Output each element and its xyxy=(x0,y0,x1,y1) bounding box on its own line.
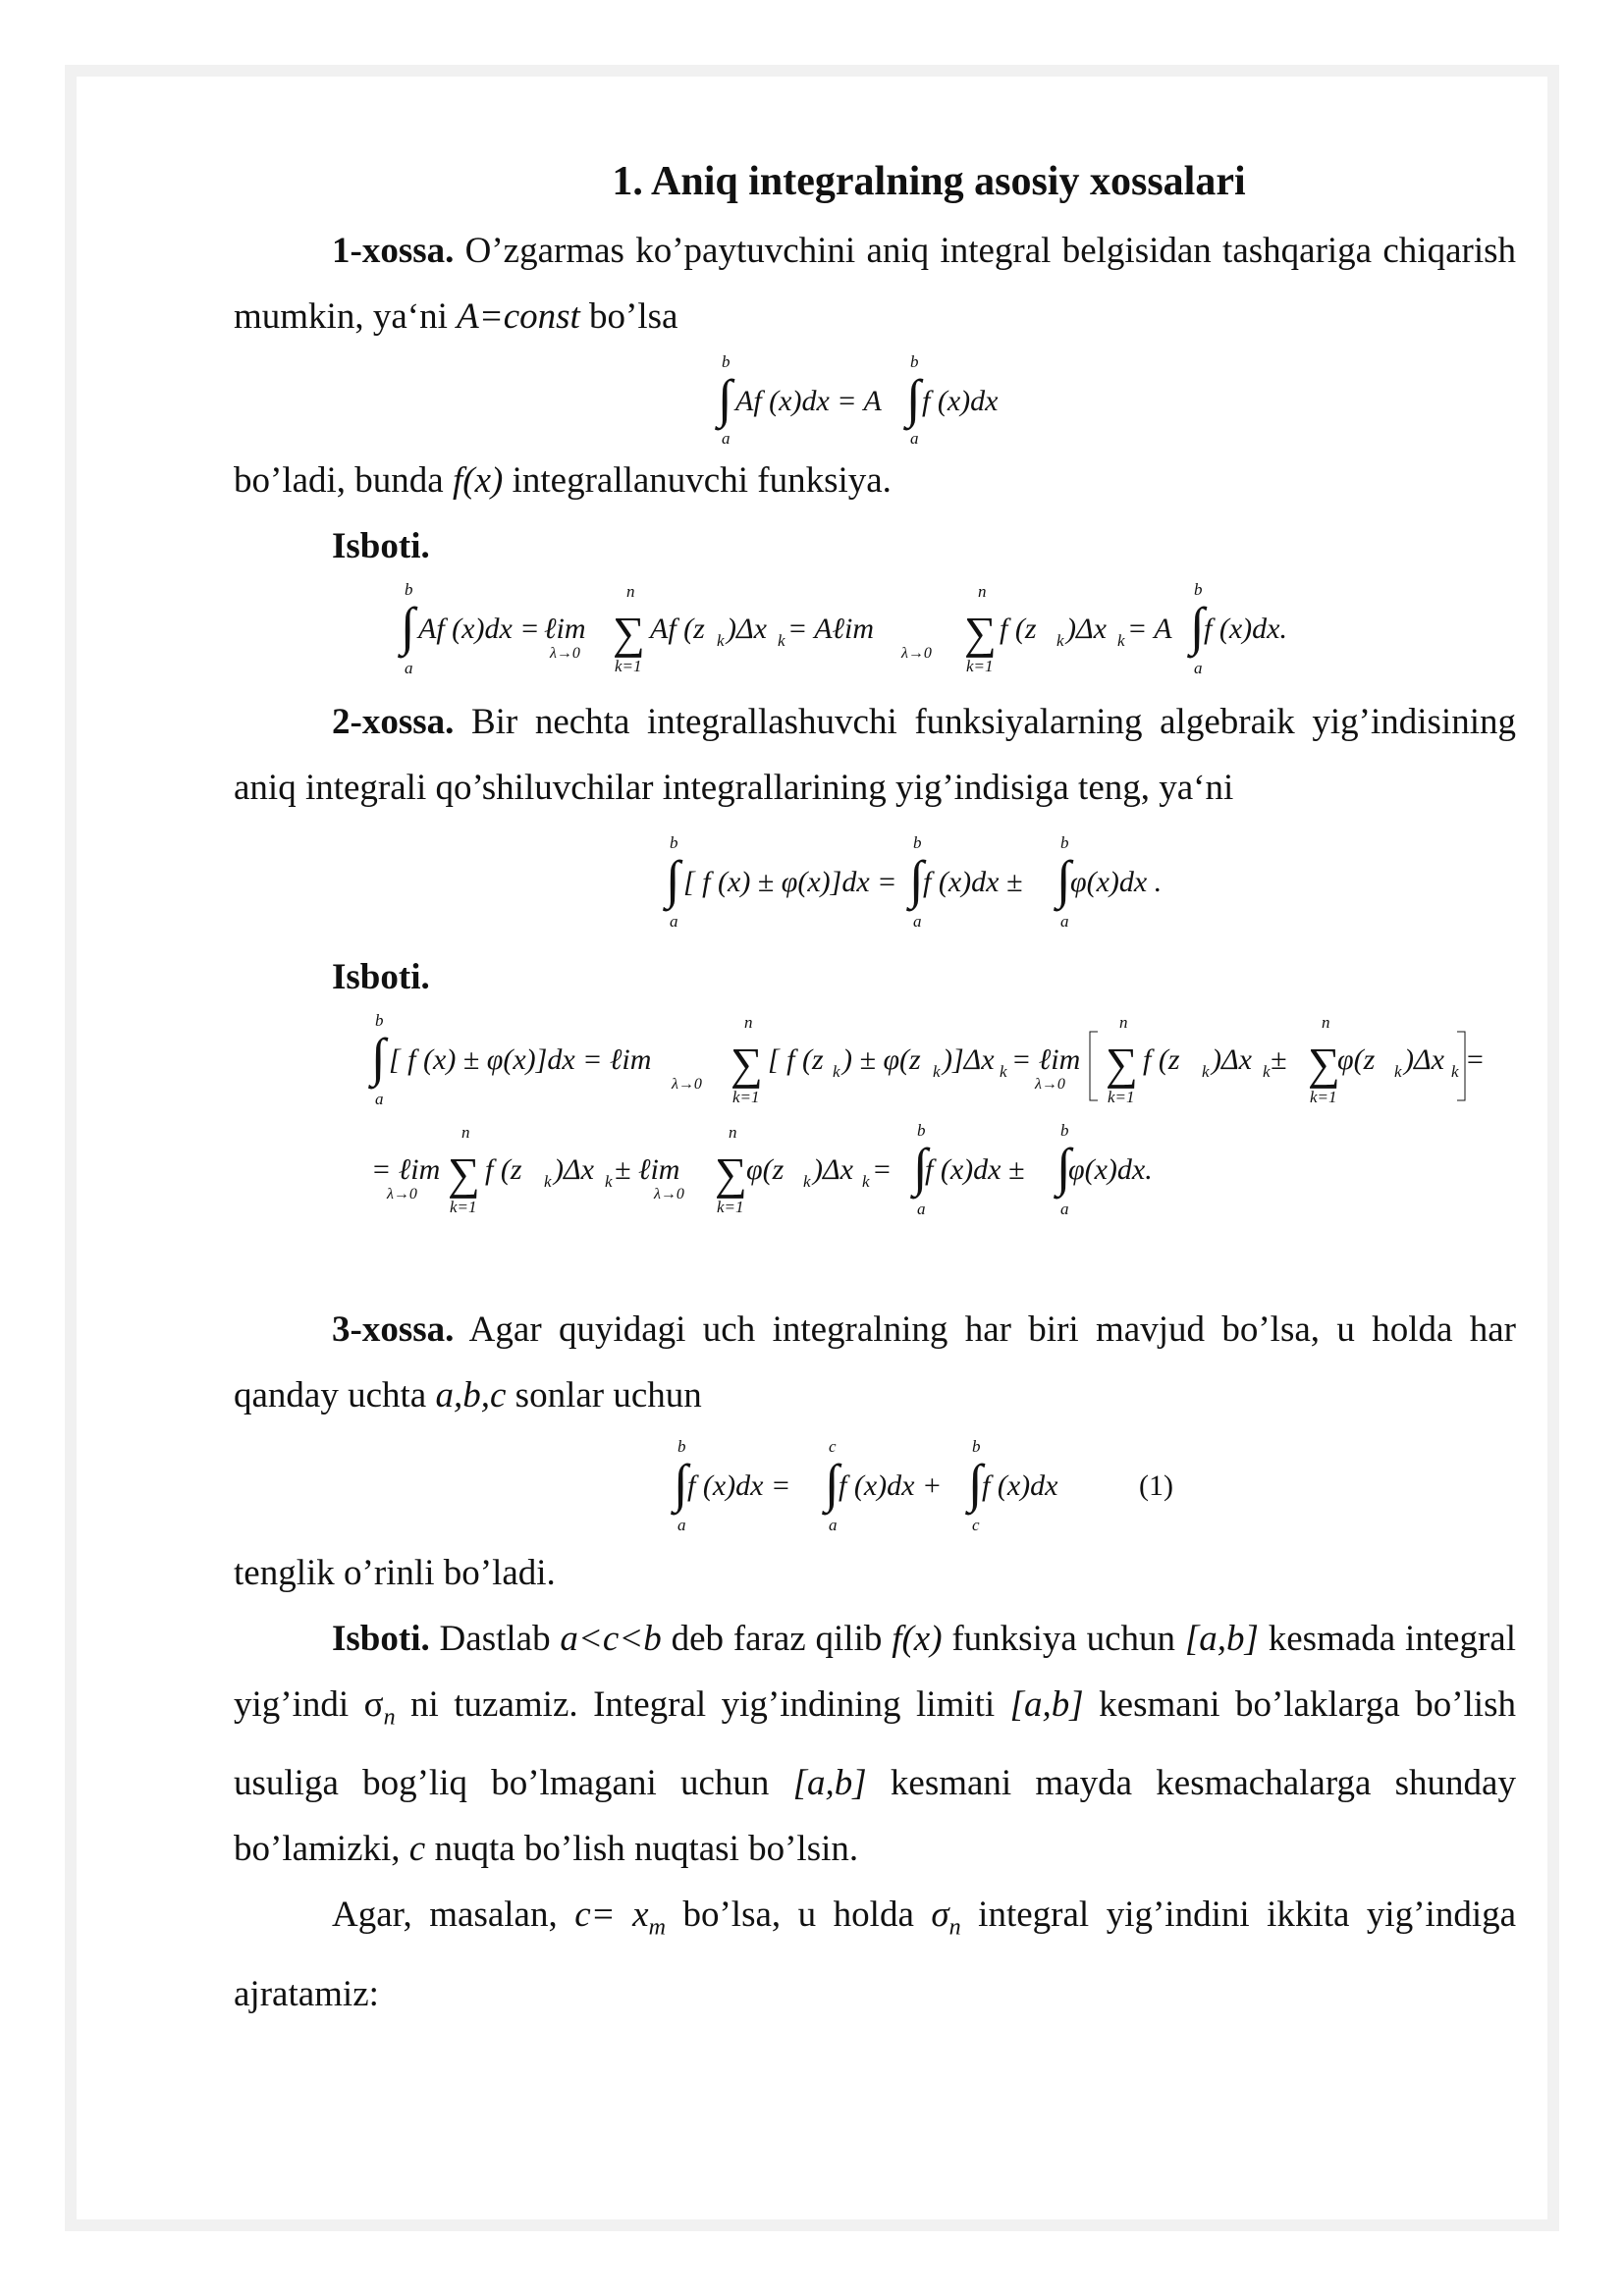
p5-sub-n: n xyxy=(948,1914,961,1941)
p5-sigma: σ xyxy=(931,1895,949,1936)
integral-sign: ∫ xyxy=(906,369,921,428)
f2-a: Af (x)dx = xyxy=(418,613,540,645)
p4-sigma: σ xyxy=(363,1684,384,1725)
p4-t5: ni tuzamiz. Integral yig’indining limiti xyxy=(395,1684,1010,1725)
f2-e: f (z xyxy=(1000,613,1037,645)
f1-lhs: Af (x)dx = A xyxy=(735,385,882,417)
f4-g: )Δx xyxy=(1212,1043,1252,1076)
f4-a: [ f (x) ± φ(x)]dx = ℓim xyxy=(389,1043,652,1076)
f4-upper: b xyxy=(375,1011,384,1030)
f2-limsub: λ→0 xyxy=(550,645,580,662)
p5-t2: bo’lsa, u holda xyxy=(665,1895,932,1936)
f4-k: k xyxy=(605,1172,613,1191)
p4-sub-n: n xyxy=(383,1704,396,1731)
property-1-text: O’zgarmas ko’paytuvchini aniq integral belgisidan tashqariga chiqarish mumkin, ya‘ni xyxy=(234,231,1516,337)
document-body xyxy=(234,147,1516,2027)
f5-a: f (x)dx = xyxy=(687,1469,791,1502)
f3-upper: b xyxy=(913,833,922,852)
f4-n: n xyxy=(1322,1013,1330,1032)
paragraph-5 xyxy=(234,1882,1516,2026)
f4-k: k xyxy=(803,1172,811,1191)
f4-n: n xyxy=(729,1123,737,1142)
f2-k: k xyxy=(1056,631,1064,650)
sum-sign: ∑ xyxy=(448,1148,480,1199)
proof-label-2: Isboti. xyxy=(332,957,430,997)
property-2-label: 2-xossa. xyxy=(332,702,455,742)
sum-sign: ∑ xyxy=(964,608,997,658)
f3-upper: b xyxy=(1060,833,1069,852)
f2-c: )Δx xyxy=(1066,613,1107,645)
f4-eq: = xyxy=(1465,1043,1486,1076)
integral-sign: ∫ xyxy=(674,1454,688,1513)
f4-l2h: f (x)dx ± xyxy=(925,1153,1025,1186)
f3-upper: b xyxy=(670,833,678,852)
f4-k1: k=1 xyxy=(1108,1088,1135,1106)
f3-lower: a xyxy=(913,912,922,931)
f2-limsub: λ→0 xyxy=(901,645,932,662)
formula-1 xyxy=(718,349,1032,448)
property-1-continuation xyxy=(234,448,1516,513)
f2-c: )Δx xyxy=(727,613,767,645)
f2-upper: b xyxy=(405,580,413,599)
f4-k: k xyxy=(933,1062,941,1081)
section-title: 1. Aniq integralning asosiy xossalari xyxy=(612,159,1246,204)
p5-sub-m: m xyxy=(648,1914,666,1941)
f4-lower: a xyxy=(917,1200,926,1218)
integral-sign: ∫ xyxy=(371,1028,386,1087)
f5-l2: a xyxy=(829,1516,838,1534)
integral-sign: ∫ xyxy=(718,369,732,428)
f5-u1: b xyxy=(677,1437,686,1456)
f5-u3: b xyxy=(972,1437,981,1456)
f4-l2d: ± ℓim xyxy=(615,1153,680,1186)
f4-upper: b xyxy=(1060,1121,1069,1140)
formula-4 xyxy=(371,1010,1486,1218)
p4-ab1: [a,b] xyxy=(1184,1619,1259,1659)
abc-symbols: a,b,c xyxy=(435,1375,507,1415)
f2-lower: a xyxy=(1194,659,1203,677)
f4-limsub: λ→0 xyxy=(654,1186,684,1202)
const-condition: A=const xyxy=(457,296,580,337)
f4-d: )]Δx xyxy=(943,1043,995,1076)
p4-t3: funksiya uchun xyxy=(942,1619,1185,1659)
p4-t8: nuqta bo’lish nuqtasi bo’lsin. xyxy=(425,1829,859,1870)
f3-b: f (x)dx ± xyxy=(923,866,1023,898)
p4-t6: kesmani bo’laklarga bo’lish usuliga bog’liq bo’lmagani uchun xyxy=(234,1684,1516,1804)
f5-u2: c xyxy=(829,1437,837,1456)
f4-k: k xyxy=(1000,1062,1007,1081)
f3-c: φ(x)dx . xyxy=(1070,866,1163,898)
f4-l2c: )Δx xyxy=(554,1153,594,1186)
f4-l2f: )Δx xyxy=(813,1153,853,1186)
sum-sign: ∑ xyxy=(613,608,645,658)
property-1-text-end: bo’lsa xyxy=(579,296,678,337)
proof-label-3: Isboti. xyxy=(332,1619,430,1659)
f4-l2g: = xyxy=(872,1153,893,1186)
f2-h: f (x)dx. xyxy=(1204,613,1287,645)
proof-label-1: Isboti. xyxy=(332,526,430,566)
f4-k: k xyxy=(1451,1062,1459,1081)
integral-sign: ∫ xyxy=(401,597,415,656)
sum-sign: ∑ xyxy=(1308,1039,1340,1089)
f4-k: k xyxy=(862,1172,870,1191)
f1-upper-1: b xyxy=(722,352,731,371)
formula-5 xyxy=(674,1436,1223,1534)
f5-l1: a xyxy=(677,1516,686,1534)
f4-k: k xyxy=(833,1062,840,1081)
integral-sign: ∫ xyxy=(1056,850,1071,909)
f4-k: k xyxy=(1394,1062,1402,1081)
p5-x: x xyxy=(632,1895,649,1936)
p4-t1: Dastlab xyxy=(429,1619,561,1659)
p4-fx: f(x) xyxy=(892,1619,943,1659)
f4-c: ) ± φ(z xyxy=(842,1043,921,1076)
f4-l2i: φ(x)dx. xyxy=(1068,1153,1153,1186)
sum-sign: ∑ xyxy=(731,1039,763,1089)
f4-k: k xyxy=(1202,1062,1210,1081)
f2-k: k xyxy=(778,631,785,650)
p4-t2: deb faraz qilib xyxy=(661,1619,893,1659)
p4-ab2: [a,b] xyxy=(1009,1684,1084,1725)
sum-sign: ∑ xyxy=(715,1148,747,1199)
p5-t1: Agar, masalan, xyxy=(332,1895,575,1936)
integral-sign: ∫ xyxy=(666,850,680,909)
f4-n: n xyxy=(1119,1013,1128,1032)
f3-lower: a xyxy=(670,912,678,931)
property-2-text: Bir nechta integrallashuvchi funksiyalarning algebraik yig’indisining aniq integrali qo’shiluvchilar integrallarining yig’indisiga teng, ya‘ni xyxy=(234,702,1516,808)
p4-ineq: a<c<b xyxy=(560,1619,662,1659)
property-1-label: 1-xossa. xyxy=(332,231,455,271)
f4-k1: k=1 xyxy=(732,1088,760,1106)
p4-t7: kesmani mayda kesmachalarga shunday bo’lamizki, xyxy=(234,1763,1516,1870)
f1-upper-2: b xyxy=(910,352,919,371)
property-3-text: Agar quyidagi uch integralning har biri mavjud bo’lsa, u holda har qanday uchta xyxy=(234,1309,1516,1415)
f2-k: k xyxy=(1117,631,1125,650)
integral-sign: ∫ xyxy=(825,1454,839,1513)
f4-lower: a xyxy=(1060,1200,1069,1218)
f2-d: = Aℓim xyxy=(787,613,875,645)
p4-c: c xyxy=(408,1829,426,1870)
f5-c: f (x)dx xyxy=(982,1469,1058,1502)
f4-l2a: = ℓim xyxy=(371,1153,441,1186)
property-3-text-end: sonlar uchun xyxy=(506,1375,702,1415)
f2-k1: k=1 xyxy=(966,657,994,675)
f4-l2e: φ(z xyxy=(746,1153,785,1186)
f4-k1: k=1 xyxy=(717,1198,744,1216)
f1-lower-2: a xyxy=(910,429,919,448)
f4-k1: k=1 xyxy=(450,1198,477,1216)
f5-l3: c xyxy=(972,1516,980,1534)
f4-e: = ℓim xyxy=(1011,1043,1081,1076)
p5-c-eq: c= xyxy=(574,1895,633,1936)
f4-n: n xyxy=(461,1123,470,1142)
integral-sign: ∫ xyxy=(1056,1138,1071,1197)
p4-t4: kesmada integral yig’indi xyxy=(234,1619,1516,1725)
f3-lower: a xyxy=(1060,912,1069,931)
f2-n: n xyxy=(978,582,987,601)
f1-lower-1: a xyxy=(722,429,731,448)
property-3-label: 3-xossa. xyxy=(332,1309,455,1350)
f4-f: f (z xyxy=(1143,1043,1180,1076)
bracket-left xyxy=(1090,1032,1098,1100)
equation-number: (1) xyxy=(1139,1469,1173,1502)
f4-k1: k=1 xyxy=(1310,1088,1337,1106)
f2-upper: b xyxy=(1194,580,1203,599)
f2-g: = A xyxy=(1127,613,1172,645)
f4-upper: b xyxy=(917,1121,926,1140)
f4-j: )Δx xyxy=(1404,1043,1444,1076)
integral-sign: ∫ xyxy=(909,850,924,909)
f4-n: n xyxy=(744,1013,753,1032)
f4-k: k xyxy=(544,1172,552,1191)
f2-lim: ℓim xyxy=(544,613,586,645)
integral-sign: ∫ xyxy=(968,1454,983,1513)
property-3-continuation: tenglik o’rinli bo’ladi. xyxy=(234,1553,556,1593)
f4-limsub: λ→0 xyxy=(1035,1076,1065,1093)
formula-3 xyxy=(666,832,1196,931)
fx-symbol: f(x) xyxy=(452,460,504,501)
p5-t3: integral yig’indini ikkita yig’indiga ajratamiz: xyxy=(234,1895,1517,2014)
sum-sign: ∑ xyxy=(1106,1039,1138,1089)
f2-lower: a xyxy=(405,659,413,677)
f4-limsub: λ→0 xyxy=(387,1186,417,1202)
formula-2 xyxy=(401,579,1287,677)
f4-b: [ f (z xyxy=(768,1043,824,1076)
p4-ab3: [a,b] xyxy=(792,1763,867,1804)
f2-b: Af (z xyxy=(650,613,705,645)
f4-limsub: λ→0 xyxy=(672,1076,702,1093)
f4-i: φ(z xyxy=(1337,1043,1376,1076)
f2-n: n xyxy=(626,582,635,601)
p1b-text-end: integrallanuvchi funksiya. xyxy=(503,460,892,501)
property-3 xyxy=(234,1297,1516,1428)
f2-k1: k=1 xyxy=(615,657,642,675)
f4-k: k xyxy=(1263,1062,1271,1081)
f5-b: f (x)dx + xyxy=(839,1469,943,1502)
f4-lower: a xyxy=(375,1090,384,1108)
f2-k: k xyxy=(717,631,725,650)
p1b-text: bo’ladi, bunda xyxy=(234,460,453,501)
f3-a: [ f (x) ± φ(x)]dx = xyxy=(683,866,897,898)
property-2 xyxy=(234,689,1516,821)
proof-3 xyxy=(234,1606,1516,1882)
property-1 xyxy=(234,218,1516,349)
f4-h: ± xyxy=(1271,1043,1287,1076)
integral-sign: ∫ xyxy=(1190,597,1205,656)
f1-rhs: f (x)dx xyxy=(922,385,999,417)
integral-sign: ∫ xyxy=(913,1138,928,1197)
f4-l2b: f (z xyxy=(485,1153,522,1186)
